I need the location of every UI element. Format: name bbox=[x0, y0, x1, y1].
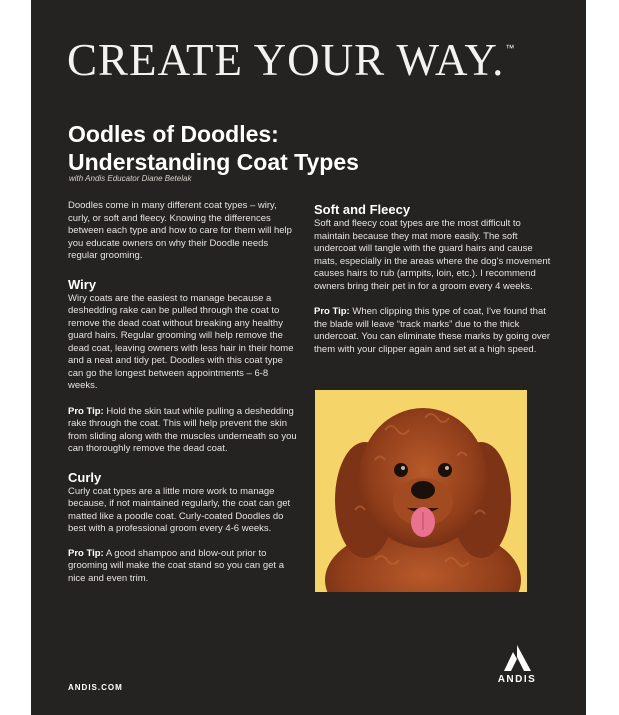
pro-tip-text: A good shampoo and blow-out prior to grooming will make the coat stand so you can get a nice and even trim. bbox=[68, 547, 284, 584]
pro-tip-label: Pro Tip: bbox=[314, 306, 350, 317]
left-column bbox=[68, 200, 300, 585]
footer-website: ANDIS.COM bbox=[68, 683, 123, 692]
article-title bbox=[68, 120, 508, 176]
soft-fleecy-paragraph: Soft and fleecy coat types are the most difficult to maintain because they mat more easily. The soft undercoat will tangle with the guard hairs and cause mats, especially in the areas where the dog's movement causes hairs to rub (armpits, loin, etc.). I recommend owners bring their pet in for a groom every 4 weeks. bbox=[314, 218, 551, 292]
pro-tip-text: When clipping this type of coat, I've found that the blade will leave “track marks” due to the thick undercoat. You can eliminate these marks by going over them with your clipper again and set at a high speed. bbox=[314, 306, 551, 355]
byline: with Andis Educator Diane Betelak bbox=[69, 174, 192, 183]
trademark-symbol: ™ bbox=[505, 43, 516, 53]
soft-fleecy-pro-tip bbox=[314, 306, 554, 356]
andis-logo-text: ANDIS bbox=[497, 674, 537, 685]
pro-tip-text: Hold the skin taut while pulling a deshedding rake through the coat. This will help prevent the skin from sliding along with the muscles underneath so you can thoroughly remove the dead coat. bbox=[68, 405, 297, 454]
article-title-line-1: Oodles of Doodles: bbox=[68, 121, 279, 147]
andis-logo-icon bbox=[503, 645, 531, 671]
soft-fleecy-heading: Soft and Fleecy bbox=[314, 202, 411, 217]
pro-tip-label: Pro Tip: bbox=[68, 547, 104, 559]
doodle-dog-photo bbox=[315, 390, 527, 592]
curly-heading: Curly bbox=[68, 469, 102, 485]
andis-logo bbox=[487, 645, 547, 685]
pro-tip-label: Pro Tip: bbox=[68, 405, 104, 417]
flyer-page bbox=[31, 0, 586, 715]
wiry-pro-tip bbox=[68, 406, 300, 456]
wiry-heading: Wiry bbox=[68, 276, 97, 292]
right-column bbox=[314, 202, 554, 356]
curly-paragraph: Curly coat types are a little more work to manage because, if not maintained regularly, the coat can get matted like a poodle coat. Curly-coated Doodles do best with a professional groom every 4-6 weeks. bbox=[68, 485, 291, 534]
article-title-line-2: Understanding Coat Types bbox=[68, 149, 359, 175]
intro-paragraph: Doodles come in many different coat types – wiry, curly, or soft and fleecy. Knowing the differences between each type and how to care for them will help you educate owners on why their Doodle needs regular grooming. bbox=[68, 200, 292, 261]
headline bbox=[67, 35, 586, 85]
headline-text: CREATE YOUR WAY. bbox=[67, 35, 505, 85]
curly-pro-tip bbox=[68, 548, 300, 586]
wiry-paragraph: Wiry coats are the easiest to manage because a deshedding rake can be pulled through the coat to remove the dead coat without breaking any healthy guard hairs. Regular grooming will help remove the dead coat, leaving owners with less hair in their home and a neat and tidy pet. Doodles with this coat type can go the longest between appointments – 6-8 weeks. bbox=[68, 292, 294, 391]
dog-illustration bbox=[315, 390, 527, 592]
